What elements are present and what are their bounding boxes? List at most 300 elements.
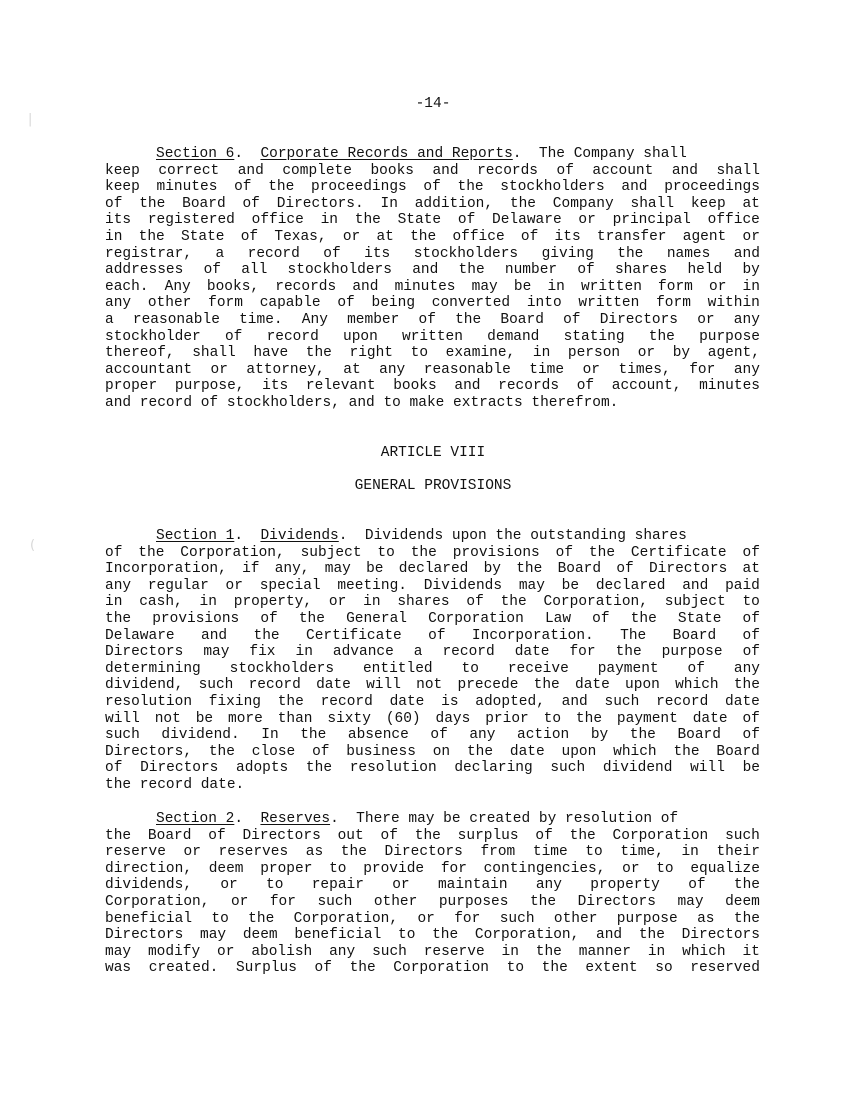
word: Board: [557, 561, 602, 578]
word: to: [461, 660, 479, 677]
word: Delaware: [492, 212, 562, 229]
word: paid: [725, 577, 760, 594]
word: thereof,: [105, 345, 175, 362]
word: such: [372, 943, 407, 960]
word: and: [412, 262, 439, 279]
text-line: [105, 561, 760, 578]
word: any: [733, 311, 760, 328]
word: date: [389, 693, 425, 710]
text-line: [105, 196, 760, 213]
word: attorney,: [246, 361, 325, 378]
word: record: [656, 693, 709, 710]
word: may: [471, 278, 498, 295]
word: addition,: [414, 195, 494, 212]
word: of: [563, 311, 581, 328]
word: in: [363, 594, 381, 611]
text-line: [105, 578, 760, 595]
word: as: [697, 910, 715, 927]
word: demand: [487, 328, 540, 345]
word: of: [687, 660, 705, 677]
word: shall: [716, 162, 760, 179]
word: the: [509, 195, 536, 212]
word: be: [742, 760, 760, 777]
word: action: [517, 727, 570, 744]
word: agent,: [707, 345, 760, 362]
word: which: [613, 743, 657, 760]
word: date: [692, 710, 728, 727]
word: of: [457, 212, 476, 229]
word: repair: [311, 877, 364, 894]
text-line: Section 2 . Reserves . There may be created by resolution of: [156, 811, 679, 827]
text-line: [105, 594, 760, 611]
word: reserve: [423, 943, 485, 960]
word: the: [615, 644, 642, 661]
text-line: [105, 611, 760, 628]
word: of: [203, 262, 221, 279]
word: regular: [147, 577, 209, 594]
word: written: [402, 328, 463, 345]
word: adopted,: [475, 693, 545, 710]
word: extent: [585, 960, 638, 977]
word: office: [251, 212, 304, 229]
text-line: [105, 760, 760, 777]
word: may: [200, 927, 227, 944]
word: registrar,: [105, 245, 193, 262]
word: have: [253, 345, 289, 362]
word: being: [371, 295, 416, 312]
word: to: [329, 860, 347, 877]
word: the: [535, 943, 562, 960]
word: will: [105, 710, 140, 727]
word: record: [248, 677, 301, 694]
word: of: [556, 162, 574, 179]
word: be: [513, 278, 532, 295]
word: stockholders: [413, 245, 519, 262]
word: the: [268, 179, 295, 196]
word: more: [228, 710, 263, 727]
word: form: [658, 278, 693, 295]
word: of: [242, 195, 260, 212]
word: Corporation,: [474, 927, 580, 944]
word: the: [414, 827, 441, 844]
word: the: [569, 827, 596, 844]
word: and: [432, 162, 459, 179]
word: stockholders: [287, 262, 392, 279]
word: dividend: [602, 760, 673, 777]
word: the: [458, 262, 485, 279]
word: of: [430, 727, 448, 744]
text-line: [105, 911, 760, 928]
word: or: [210, 361, 228, 378]
word: the: [277, 693, 304, 710]
word: receive: [507, 660, 569, 677]
word: to: [211, 910, 229, 927]
text-line: [105, 894, 760, 911]
word: property,: [233, 594, 313, 611]
word: dividend,: [105, 677, 184, 694]
word: records: [275, 278, 337, 295]
word: date: [575, 677, 610, 694]
word: in: [532, 345, 551, 362]
word: time,: [620, 844, 664, 861]
word: form: [208, 295, 243, 312]
word: or: [225, 577, 243, 594]
word: or: [709, 278, 727, 295]
word: provide: [363, 860, 425, 877]
line-text: the record date.: [105, 776, 245, 793]
word: the: [516, 561, 543, 578]
word: stating: [563, 328, 625, 345]
word: books: [393, 378, 437, 395]
text-line: [105, 844, 760, 861]
page-number: -14-: [415, 96, 451, 112]
word: dividend.: [161, 727, 240, 744]
word: subject: [664, 594, 726, 611]
line-text: There may be created by resolution of: [356, 811, 679, 827]
word: surplus: [457, 827, 519, 844]
word: of: [466, 594, 484, 611]
word: such: [105, 727, 140, 744]
word: direction,: [105, 860, 193, 877]
text-line: [105, 711, 760, 728]
word: determining: [105, 660, 201, 677]
word: at: [376, 228, 394, 245]
word: of: [688, 877, 706, 894]
word: the: [673, 743, 700, 760]
word: the: [410, 544, 437, 561]
word: time: [532, 844, 568, 861]
text-line: [105, 246, 760, 263]
text-line: [105, 212, 760, 229]
word: each.: [105, 278, 149, 295]
word: modify: [147, 943, 201, 960]
word: purpose: [661, 644, 723, 661]
word: payment: [616, 710, 678, 727]
word: of: [742, 610, 760, 627]
word: the: [354, 212, 381, 229]
word: of: [337, 295, 355, 312]
word: Directors: [242, 827, 321, 844]
scan-mark: (: [30, 538, 36, 553]
word: keep: [690, 195, 726, 212]
line-text: and record of stockholders, and to make extracts therefrom.: [105, 394, 619, 411]
word: by: [590, 727, 609, 744]
word: a: [413, 644, 423, 661]
word: may: [677, 893, 704, 910]
word: out: [337, 827, 364, 844]
word: in: [501, 943, 519, 960]
text-line: [105, 744, 760, 761]
text-line: [105, 179, 760, 196]
word: Directors: [577, 893, 656, 910]
text-line: Section 1 . Dividends . Dividends upon the outstanding shares: [156, 528, 687, 544]
text-line: [105, 345, 760, 362]
word: of: [418, 311, 436, 328]
word: General: [346, 610, 407, 627]
word: and: [237, 162, 264, 179]
word: or: [417, 910, 435, 927]
word: purpose: [616, 910, 678, 927]
word: books,: [206, 278, 260, 295]
word: giving: [541, 245, 594, 262]
word: of: [380, 827, 398, 844]
word: resolution: [349, 760, 437, 777]
word: the: [466, 743, 494, 760]
word: minutes: [394, 278, 456, 295]
word: the: [733, 677, 760, 694]
word: the: [533, 677, 560, 694]
word: right: [349, 345, 394, 362]
word: purpose,: [174, 378, 245, 395]
word: Directors: [681, 927, 760, 944]
word: names: [666, 245, 711, 262]
word: to: [585, 844, 603, 861]
text-line: [105, 727, 760, 744]
word: Surplus: [235, 960, 297, 977]
word: not: [416, 677, 443, 694]
word: of: [520, 228, 539, 245]
word: fix: [249, 644, 276, 661]
word: other: [553, 910, 598, 927]
word: declared: [595, 577, 666, 594]
word: the: [105, 610, 132, 627]
word: in: [681, 844, 699, 861]
word: and: [201, 627, 228, 644]
word: examine,: [445, 345, 516, 362]
word: may: [518, 577, 545, 594]
text-line: [105, 378, 760, 395]
word: correct: [158, 162, 220, 179]
word: be: [366, 561, 384, 578]
word: so: [655, 960, 673, 977]
word: in: [320, 212, 338, 229]
word: of: [260, 610, 278, 627]
word: the: [300, 727, 327, 744]
text-line: [105, 329, 760, 346]
word: prior: [485, 710, 529, 727]
word: beneficial: [105, 910, 193, 927]
word: a: [215, 245, 225, 262]
word: a: [105, 311, 114, 328]
text-line: [105, 828, 760, 845]
text-line: [105, 295, 760, 312]
word: its: [105, 212, 132, 229]
word: and: [454, 378, 481, 395]
word: office: [707, 212, 760, 229]
word: it: [742, 943, 760, 960]
word: dividends,: [105, 877, 193, 894]
word: cash,: [139, 594, 183, 611]
word: payment: [597, 660, 659, 677]
word: Board: [672, 627, 717, 644]
word: shares: [614, 262, 668, 279]
word: such: [725, 827, 760, 844]
word: of: [742, 627, 760, 644]
word: of: [224, 328, 243, 345]
word: or: [697, 311, 715, 328]
word: to: [506, 960, 525, 977]
word: special: [259, 577, 321, 594]
word: times,: [618, 361, 671, 378]
word: of: [240, 228, 259, 245]
word: of: [592, 610, 610, 627]
word: any: [105, 577, 132, 594]
word: precede: [457, 677, 519, 694]
word: in: [647, 943, 666, 960]
word: of: [314, 960, 332, 977]
word: account,: [611, 378, 682, 395]
word: the: [588, 544, 616, 561]
word: registered: [147, 212, 235, 229]
word: provisions: [452, 544, 540, 561]
word: State: [397, 212, 442, 229]
word: date: [509, 743, 545, 760]
word: and: [561, 693, 588, 710]
word: such: [499, 910, 535, 927]
word: maintain: [437, 877, 508, 894]
word: keep: [105, 179, 140, 196]
word: for: [440, 860, 467, 877]
word: reasonable: [132, 311, 220, 328]
word: sixty: [327, 710, 371, 727]
word: or: [342, 228, 361, 245]
word: shall: [192, 345, 236, 362]
word: all: [241, 262, 268, 279]
word: the: [629, 727, 656, 744]
word: Corporation,: [293, 910, 399, 927]
word: Corporation,: [543, 594, 648, 611]
word: account: [592, 162, 654, 179]
word: to: [410, 345, 429, 362]
line-text: Dividends upon the outstanding shares: [364, 528, 687, 544]
text-line: [105, 661, 760, 678]
word: or: [392, 877, 410, 894]
text-line: [105, 229, 760, 246]
word: shares: [397, 594, 450, 611]
word: of: [555, 544, 574, 561]
word: of: [323, 245, 341, 262]
section-1-block: [105, 528, 760, 794]
section-6-block: [105, 146, 760, 412]
word: Incorporation.: [471, 627, 594, 644]
word: stockholder: [105, 328, 201, 345]
text-line: [105, 312, 760, 329]
word: of: [105, 544, 123, 561]
word: Company: [552, 195, 614, 212]
word: Directors: [599, 311, 679, 328]
word: its: [554, 228, 581, 245]
word: will: [690, 760, 725, 777]
word: principal: [612, 212, 691, 229]
word: Directors: [140, 760, 219, 777]
word: of: [428, 627, 446, 644]
word: for: [269, 893, 296, 910]
word: addresses: [105, 262, 184, 279]
word: records: [477, 162, 539, 179]
word: Law: [544, 610, 572, 627]
word: or: [622, 860, 640, 877]
word: capable: [259, 295, 321, 312]
word: Board: [677, 727, 721, 744]
word: the: [138, 228, 165, 245]
text-line: [105, 694, 760, 711]
word: Corporation: [393, 960, 490, 977]
article-subtitle: GENERAL PROVISIONS: [354, 478, 512, 494]
word: of: [577, 262, 595, 279]
word: such: [198, 677, 234, 694]
text-line: [105, 628, 760, 645]
word: and: [671, 162, 698, 179]
word: accountant: [105, 361, 193, 378]
word: Board: [147, 827, 192, 844]
word: in: [105, 228, 123, 245]
word: any,: [274, 561, 310, 578]
word: the: [349, 960, 376, 977]
word: and: [682, 577, 709, 594]
word: of: [742, 710, 760, 727]
word: reserved: [690, 960, 760, 977]
word: or: [217, 943, 235, 960]
word: upon: [625, 677, 660, 694]
word: member: [347, 311, 400, 328]
word: declared: [398, 561, 469, 578]
word: for: [689, 361, 716, 378]
word: deem: [208, 860, 244, 877]
section-heading: Reserves: [260, 811, 331, 827]
word: proper: [260, 860, 313, 877]
word: transfer: [596, 228, 667, 245]
word: and: [733, 245, 760, 262]
word: of: [208, 827, 226, 844]
word: the: [500, 594, 527, 611]
word: the: [617, 245, 644, 262]
word: stockholders: [229, 660, 335, 677]
word: proceedings: [664, 179, 760, 196]
word: record: [247, 245, 300, 262]
word: Certificate: [630, 544, 727, 561]
word: person: [567, 345, 621, 362]
word: from: [480, 844, 516, 861]
word: of: [105, 195, 123, 212]
word: in: [742, 278, 760, 295]
word: be: [561, 577, 580, 594]
word: any: [733, 660, 760, 677]
word: absence: [347, 727, 409, 744]
text-line: [105, 262, 760, 279]
word: business: [346, 743, 416, 760]
word: reasonable: [423, 361, 511, 378]
word: to: [266, 877, 284, 894]
word: by: [742, 262, 760, 279]
word: minutes: [156, 179, 218, 196]
word: created.: [148, 960, 219, 977]
word: of: [105, 760, 123, 777]
text-line: [105, 279, 760, 296]
word: such: [604, 693, 640, 710]
word: Directors: [384, 844, 463, 861]
word: property: [590, 877, 660, 894]
text-line: [105, 163, 760, 180]
text-line: [105, 877, 760, 894]
word: and: [596, 927, 623, 944]
word: for: [454, 910, 481, 927]
word: Directors.: [276, 195, 364, 212]
word: to: [398, 927, 416, 944]
word: its: [364, 245, 391, 262]
word: books: [370, 162, 414, 179]
article-title: ARTICLE VIII: [380, 445, 486, 461]
word: Texas,: [274, 228, 327, 245]
